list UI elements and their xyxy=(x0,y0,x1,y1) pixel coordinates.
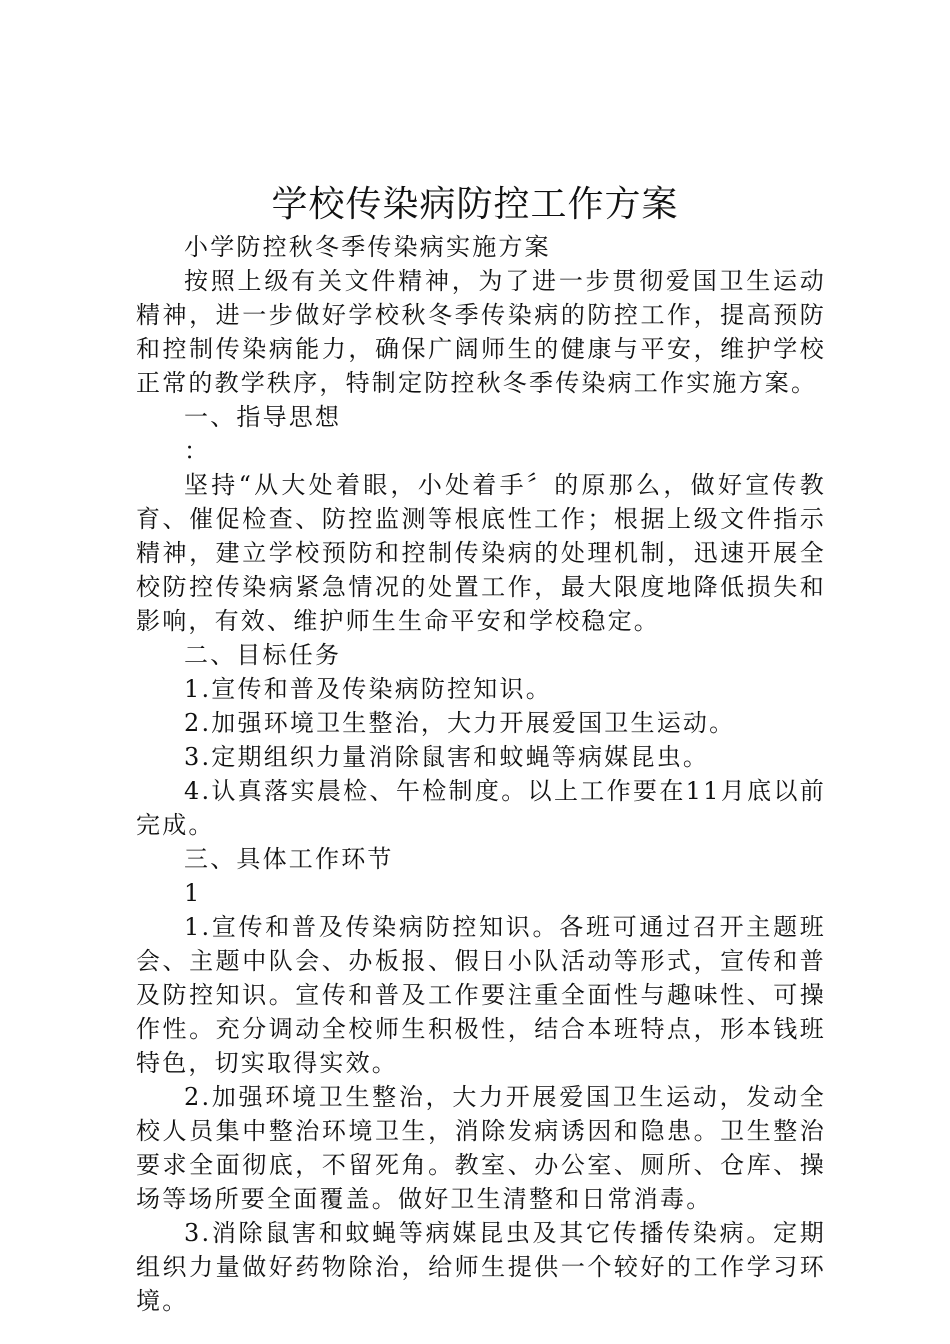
document-title: 学校传染病防控工作方案 xyxy=(271,184,679,225)
goal-item-4: 4.认真落实晨检、午检制度。以上工作要在11月底以前完成。 xyxy=(136,777,826,839)
section-heading-goals: 二、目标任务 xyxy=(184,641,342,669)
goal-item-1: 1.宣传和普及传染病防控知识。 xyxy=(184,675,552,703)
work-step-1: 1.宣传和普及传染病防控知识。各班可通过召开主题班会、主题中队会、办板报、假日小队活动等形式，宣传和普及防控知识。宣传和普及工作要注重全面性与趣味性、可操作性。充分调动全校师生积极性，结合本班特点，形本钱班特色，切实取得实效。 xyxy=(136,913,826,1077)
work-step-3: 3.消除鼠害和蚊蝇等病媒昆虫及其它传播传染病。定期组织力量做好药物除治，给师生提供一个较好的工作学习环境。 xyxy=(136,1219,826,1315)
goal-item-3: 3.定期组织力量消除鼠害和蚊蝇等病媒昆虫。 xyxy=(184,743,710,771)
section-heading-guiding-ideology: 一、指导思想 xyxy=(184,403,342,431)
intro-paragraph: 按照上级有关文件精神，为了进一步贯彻爱国卫生运动精神，进一步做好学校秋冬季传染病的防控工作，提高预防和控制传染病能力，确保广阔师生的健康与平安，维护学校正常的教学秩序，特制定防控秋冬季传染病工作实施方案。 xyxy=(136,267,826,397)
section-heading-work-steps: 三、具体工作环节 xyxy=(184,845,394,873)
work-step-2: 2.加强环境卫生整治，大力开展爱国卫生运动，发动全校人员集中整治环境卫生，消除发病诱因和隐患。卫生整治要求全面彻底，不留死角。教室、办公室、厕所、仓库、操场等场所要全面覆盖。做好卫生清整和日常消毒。 xyxy=(136,1083,826,1213)
subtitle-paragraph: 小学防控秋冬季传染病实施方案 xyxy=(184,233,551,261)
goal-item-2: 2.加强环境卫生整治，大力开展爱国卫生运动。 xyxy=(184,709,736,737)
step-number-line: 1 xyxy=(184,879,202,907)
guiding-ideology-paragraph: 坚持“从大处着眼，小处着手〞的原那么，做好宣传教育、催促检查、防控监测等根底性工作；根据上级文件指示精神，建立学校预防和控制传染病的处理机制，迅速开展全校防控传染病紧急情况的处置工作，最大限度地降低损失和影响，有效、维护师生生命平安和学校稳定。 xyxy=(136,471,826,635)
document-body xyxy=(136,230,826,1318)
colon-line: ： xyxy=(184,437,211,465)
